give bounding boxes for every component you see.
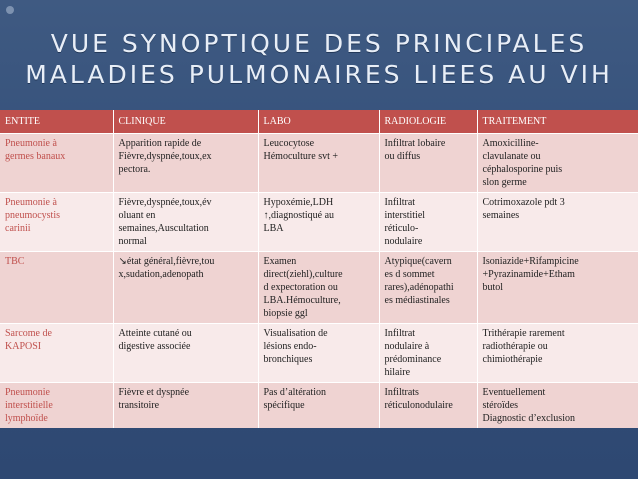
cell-line: d expectoration ou bbox=[263, 282, 338, 293]
cell-traitement bbox=[477, 324, 638, 383]
cell-line: Hypoxémie,LDH bbox=[263, 197, 334, 208]
cell-line: rares),adénopathi bbox=[384, 282, 454, 293]
cell-line: Eventuellement bbox=[482, 387, 546, 398]
cell-line: LBA.Hémoculture, bbox=[263, 295, 341, 306]
cell-line: es médiastinales bbox=[384, 295, 450, 306]
cell-line: ou diffus bbox=[384, 151, 421, 162]
cell-clinique bbox=[113, 383, 258, 429]
cell-line: Trithérapie rarement bbox=[482, 328, 565, 339]
cell-line: ↘état général,fièvre,tou bbox=[118, 256, 215, 267]
cell-radiologie bbox=[379, 193, 477, 252]
cell-line: prédominance bbox=[384, 354, 442, 365]
cell-line: interstitiel bbox=[384, 210, 426, 221]
cell-line: oluant en bbox=[118, 210, 156, 221]
title-line-2: MALADIES PULMONAIRES LIEES AU VIH bbox=[25, 60, 613, 89]
cell-line: hilaire bbox=[384, 367, 411, 378]
cell-line: Hémoculture svt + bbox=[263, 151, 339, 162]
cell-labo bbox=[258, 252, 379, 324]
slide-title bbox=[0, 28, 638, 90]
cell-line: semaines,Auscultation bbox=[118, 223, 209, 234]
cell-line: Pneumonie bbox=[5, 387, 50, 398]
cell-line: spécifique bbox=[263, 400, 305, 411]
cell-line: Amoxicilline- bbox=[482, 138, 539, 149]
cell-radiologie bbox=[379, 324, 477, 383]
cell-line: clavulanate ou bbox=[482, 151, 541, 162]
cell-line: KAPOSI bbox=[5, 341, 42, 352]
cell-line: Fièvre et dyspnée bbox=[118, 387, 190, 398]
cell-radiologie bbox=[379, 383, 477, 429]
cell-line: butol bbox=[482, 282, 504, 293]
cell-line: pectora. bbox=[118, 164, 151, 175]
cell-labo bbox=[258, 324, 379, 383]
cell-entite bbox=[0, 324, 113, 383]
cell-line: radiothérapie ou bbox=[482, 341, 548, 352]
cell-line: Fièvre,dyspnée,toux,ex bbox=[118, 151, 212, 162]
cell-radiologie bbox=[379, 252, 477, 324]
cell-clinique bbox=[113, 252, 258, 324]
cell-line: TBC bbox=[5, 256, 25, 267]
header-traitement: TRAITEMENT bbox=[477, 110, 638, 134]
cell-entite bbox=[0, 383, 113, 429]
cell-line: nodulaire à bbox=[384, 341, 430, 352]
cell-clinique bbox=[113, 193, 258, 252]
table-row bbox=[0, 252, 638, 324]
cell-traitement bbox=[477, 383, 638, 429]
cell-line: semaines bbox=[482, 210, 520, 221]
cell-line: bronchiques bbox=[263, 354, 313, 365]
cell-line: carinii bbox=[5, 223, 31, 234]
table-row bbox=[0, 383, 638, 429]
cell-radiologie bbox=[379, 134, 477, 193]
table-row bbox=[0, 324, 638, 383]
cell-line: chimiothérapie bbox=[482, 354, 543, 365]
cell-line: Isoniazide+Rifampicine bbox=[482, 256, 579, 267]
cell-labo bbox=[258, 383, 379, 429]
header-radiologie: RADIOLOGIE bbox=[379, 110, 477, 134]
cell-line: direct(ziehl),culture bbox=[263, 269, 343, 280]
cell-line: Atypique(cavern bbox=[384, 256, 452, 267]
cell-line: lésions endo- bbox=[263, 341, 317, 352]
cell-clinique bbox=[113, 324, 258, 383]
cell-line: es d sommet bbox=[384, 269, 435, 280]
cell-line: Infiltrat bbox=[384, 328, 416, 339]
table-header-row bbox=[0, 110, 638, 134]
cell-entite bbox=[0, 252, 113, 324]
cell-line: germes banaux bbox=[5, 151, 66, 162]
cell-traitement bbox=[477, 134, 638, 193]
cell-line: Sarcome de bbox=[5, 328, 52, 339]
cell-line: Examen bbox=[263, 256, 297, 267]
cell-line: slon germe bbox=[482, 177, 527, 188]
cell-line: normal bbox=[118, 236, 147, 247]
cell-labo bbox=[258, 134, 379, 193]
cell-line: Pas d’altération bbox=[263, 387, 326, 398]
table-row bbox=[0, 134, 638, 193]
cell-line: réticulonodulaire bbox=[384, 400, 453, 411]
cell-line: transitoire bbox=[118, 400, 160, 411]
cell-line: interstitielle bbox=[5, 400, 53, 411]
header-labo: LABO bbox=[258, 110, 379, 134]
cell-entite bbox=[0, 193, 113, 252]
decorative-dot bbox=[6, 6, 14, 14]
cell-clinique bbox=[113, 134, 258, 193]
cell-labo bbox=[258, 193, 379, 252]
cell-line: Pneumonie à bbox=[5, 197, 57, 208]
cell-line: Apparition rapide de bbox=[118, 138, 202, 149]
cell-line: digestive associée bbox=[118, 341, 191, 352]
title-line-1: VUE SYNOPTIQUE DES PRINCIPALES bbox=[50, 29, 588, 58]
cell-line: Fièvre,dyspnée,toux,év bbox=[118, 197, 212, 208]
cell-line: x,sudation,adenopath bbox=[118, 269, 204, 280]
cell-line: Cotrimoxazole pdt 3 bbox=[482, 197, 565, 208]
cell-entite bbox=[0, 134, 113, 193]
cell-line: pneumocystis bbox=[5, 210, 60, 221]
cell-line: Infiltrat bbox=[384, 197, 416, 208]
cell-line: réticulo- bbox=[384, 223, 419, 234]
cell-line: lymphoïde bbox=[5, 413, 48, 424]
table-row bbox=[0, 193, 638, 252]
cell-line: Infiltrats bbox=[384, 387, 419, 398]
cell-traitement bbox=[477, 193, 638, 252]
cell-line: Visualisation de bbox=[263, 328, 328, 339]
cell-line: ↑,diagnostiqué au bbox=[263, 210, 335, 221]
cell-line: Diagnostic d’exclusion bbox=[482, 413, 575, 424]
cell-line: +Pyrazinamide+Etham bbox=[482, 269, 575, 280]
cell-line: Infiltrat lobaire bbox=[384, 138, 446, 149]
synoptic-table bbox=[0, 110, 638, 428]
cell-line: stéroïdes bbox=[482, 400, 519, 411]
header-clinique: CLINIQUE bbox=[113, 110, 258, 134]
cell-line: LBA bbox=[263, 223, 284, 234]
cell-line: Leucocytose bbox=[263, 138, 315, 149]
cell-traitement bbox=[477, 252, 638, 324]
cell-line: Pneumonie à bbox=[5, 138, 57, 149]
cell-line: biopsie ggl bbox=[263, 308, 308, 319]
header-entite: ENTITE bbox=[0, 110, 113, 134]
cell-line: céphalosporine puis bbox=[482, 164, 563, 175]
cell-line: nodulaire bbox=[384, 236, 423, 247]
cell-line: Atteinte cutané ou bbox=[118, 328, 192, 339]
